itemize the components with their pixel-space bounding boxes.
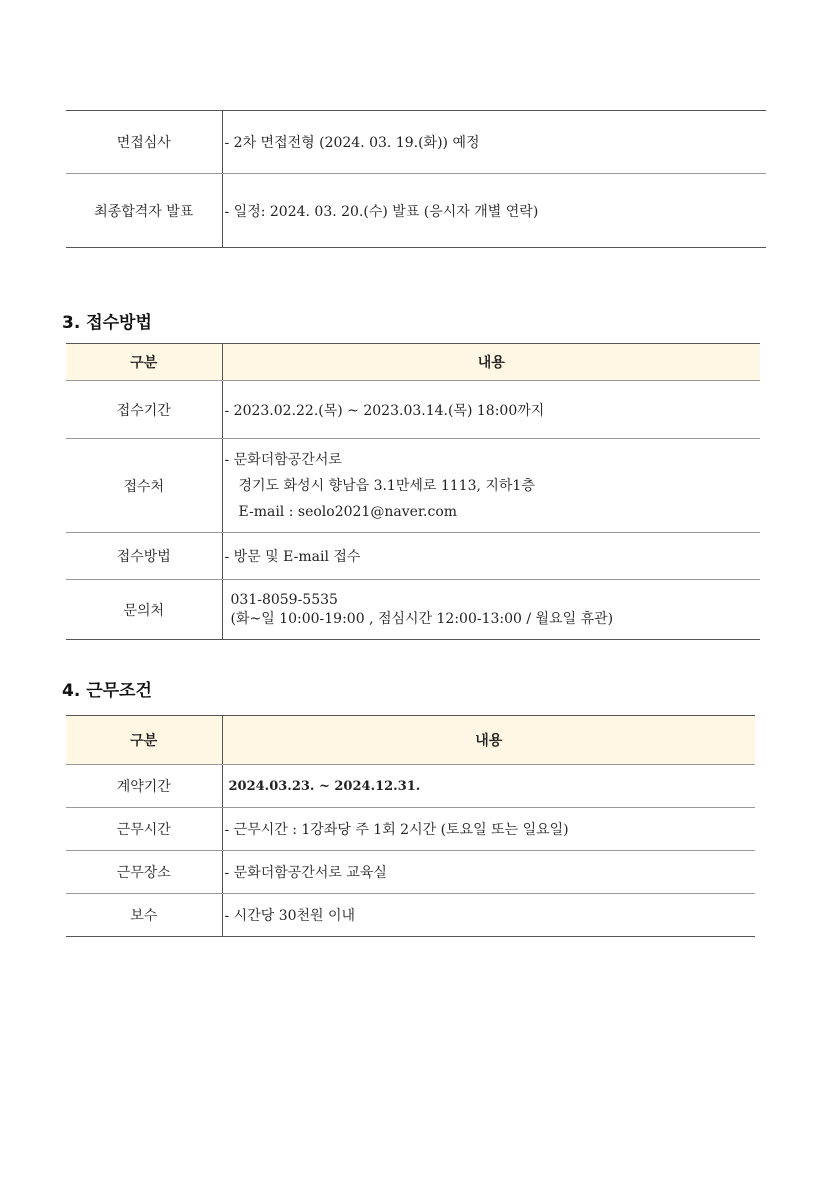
screening-table: [66, 110, 766, 248]
header-category: 구분: [66, 716, 222, 765]
table-header: [66, 716, 755, 765]
table-row: [66, 381, 760, 439]
row-label: 접수처: [66, 439, 222, 533]
section-title: 3. 접수방법: [62, 313, 152, 333]
row-label: 면접심사: [66, 111, 222, 174]
table-header: [66, 344, 760, 381]
header-category: 구분: [66, 344, 222, 381]
row-value: - 일정: 2024. 03. 20.(수) 발표 (응시자 개별 연락): [222, 174, 766, 248]
application-table: [66, 343, 760, 640]
table-row: [66, 439, 760, 533]
row-value: [222, 439, 760, 533]
row-value: - 2023.02.22.(목) ~ 2023.03.14.(목) 18:00까지: [222, 381, 760, 439]
row-value: - 문화더함공간서로 교육실: [222, 851, 755, 894]
place-address: 경기도 화성시 향남읍 3.1만세로 1113, 지하1층: [238, 477, 535, 494]
row-value: [222, 580, 760, 640]
row-value: - 2차 면접전형 (2024. 03. 19.(화)) 예정: [222, 111, 766, 174]
table-row: [66, 894, 755, 937]
row-value: - 시간당 30천원 이내: [222, 894, 755, 937]
row-label: 근무시간: [66, 808, 222, 851]
table-row: [66, 580, 760, 640]
row-value: - 방문 및 E-mail 접수: [222, 533, 760, 580]
header-content: 내용: [222, 716, 755, 765]
contact-hours: (화~일 10:00-19:00 , 점심시간 12:00-13:00 / 월요일 휴관): [230, 610, 614, 627]
work-conditions-table: [66, 715, 755, 937]
table-row: [66, 808, 755, 851]
table-row: [66, 851, 755, 894]
table-row: [66, 111, 766, 174]
row-label: 문의처: [66, 580, 222, 640]
row-label: 접수방법: [66, 533, 222, 580]
header-content: 내용: [222, 344, 760, 381]
table-row: [66, 765, 755, 808]
contact-phone: 031-8059-5535: [230, 591, 338, 608]
table-row: [66, 533, 760, 580]
row-label: 근무장소: [66, 851, 222, 894]
row-value: 2024.03.23. ~ 2024.12.31.: [222, 765, 755, 808]
row-label: 최종합격자 발표: [66, 174, 222, 248]
row-value: - 근무시간 : 1강좌당 주 1회 2시간 (토요일 또는 일요일): [222, 808, 755, 851]
row-label: 접수기간: [66, 381, 222, 439]
row-label: 계약기간: [66, 765, 222, 808]
place-name: - 문화더함공간서로: [224, 451, 342, 468]
table-row: [66, 174, 766, 248]
place-email: E-mail : seolo2021@naver.com: [238, 503, 458, 520]
section-title: 4. 근무조건: [62, 681, 152, 701]
row-label: 보수: [66, 894, 222, 937]
